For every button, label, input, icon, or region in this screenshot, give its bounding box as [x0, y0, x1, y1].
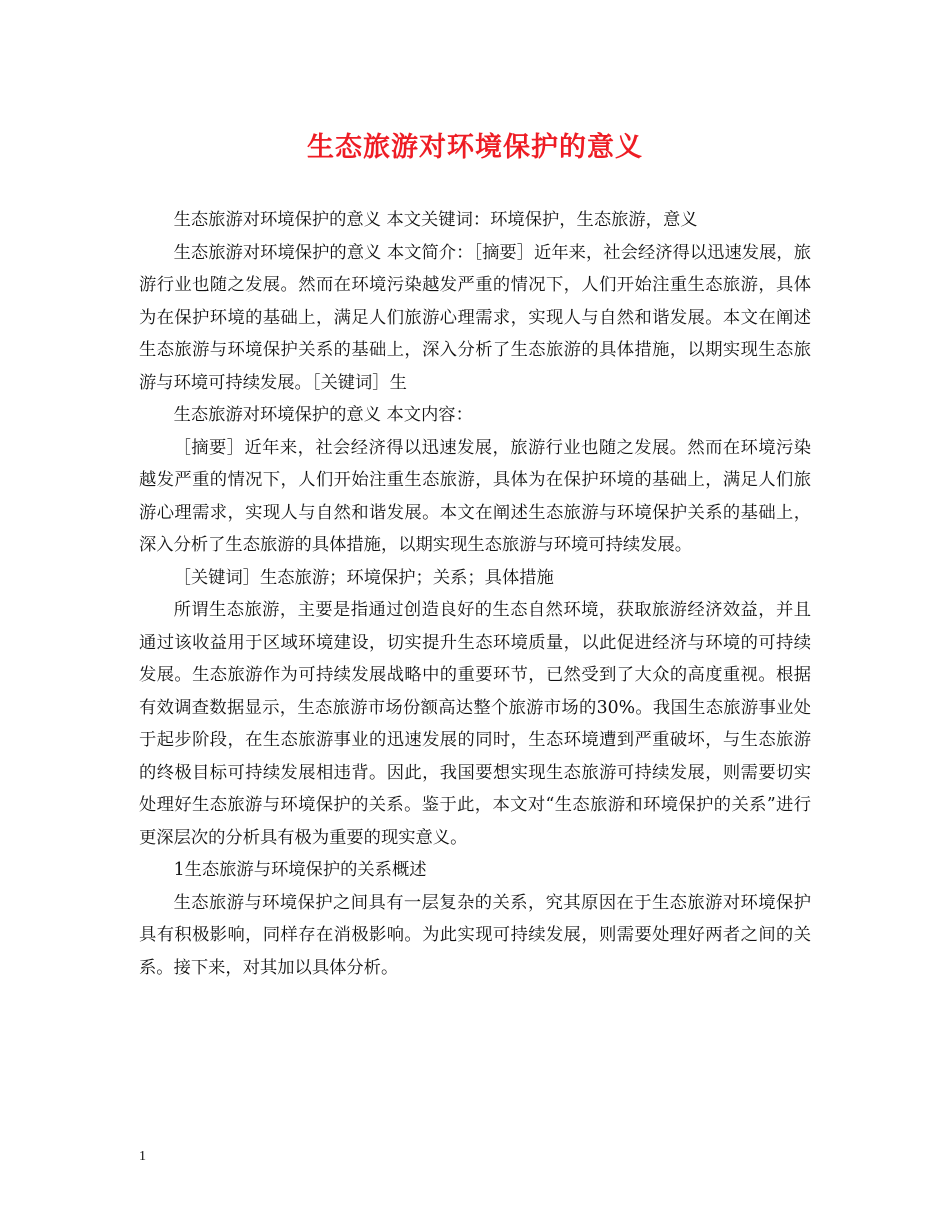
section-heading: 1生态旅游与环境保护的关系概述 — [173, 860, 427, 880]
page-number: 1 — [139, 1149, 146, 1164]
document-title: 生态旅游对环境保护的意义 — [307, 132, 643, 163]
intro-paragraph: 所谓生态旅游，主要是指通过创造良好的生态自然环境，获取旅游经济效益，并且通过该收益用于区域环境建设，切实提升生态环境质量，以此促进经济与环境的可持续发展。生态旅游作为可持续发展战略中的重要环节，已然受到了大众的高度重视。根据有效调查数据显示，生态旅游市场份额高达整个旅游市场的30%。我国生态旅游事业处于起步阶段，在生态旅游事业的迅速发展的同时，生态环境遭到严重破坏，与生态旅游的终极目标可持续发展相违背。因此，我国要想实现生态旅游可持续发展，则需要切实处理好生态旅游与环境保护的关系。鉴于此，本文对“生态旅游和环境保护的关系”进行更深层次的分析具有极为重要的现实意义。 — [139, 600, 811, 848]
content-heading-line: 生态旅游对环境保护的意义 本文内容： — [173, 405, 473, 425]
abstract-paragraph: ［摘要］近年来，社会经济得以迅速发展，旅游行业也随之发展。然而在环境污染越发严重的情况下，人们开始注重生态旅游，具体为在保护环境的基础上，满足人们旅游心理需求，实现人与自然和谐发展。本文在阐述生态旅游与环境保护关系的基础上，深入分析了生态旅游的具体措施，以期实现生态旅游与环境可持续发展。 — [139, 437, 811, 555]
keywords-paragraph: ［关键词］生态旅游；环境保护；关系；具体措施 — [173, 567, 554, 588]
section-paragraph: 生态旅游与环境保护之间具有一层复杂的关系，究其原因在于生态旅游对环境保护具有积极影响，同样存在消极影响。为此实现可持续发展，则需要处理好两者之间的关系。接下来，对其加以具体分析。 — [139, 892, 811, 978]
summary-paragraph: 生态旅游对环境保护的意义 本文简介：［摘要］近年来，社会经济得以迅速发展，旅游行业也随之发展。然而在环境污染越发严重的情况下，人们开始注重生态旅游，具体为在保护环境的基础上，满足人们旅游心理需求，实现人与自然和谐发展。本文在阐述生态旅游与环境保护关系的基础上，深入分析了生态旅游的具体措施，以期实现生态旅游与环境可持续发展。［关键词］生 — [139, 242, 811, 393]
keywords-line: 生态旅游对环境保护的意义 本文关键词：环境保护，生态旅游，意义 — [173, 210, 698, 230]
document-body — [139, 204, 811, 984]
